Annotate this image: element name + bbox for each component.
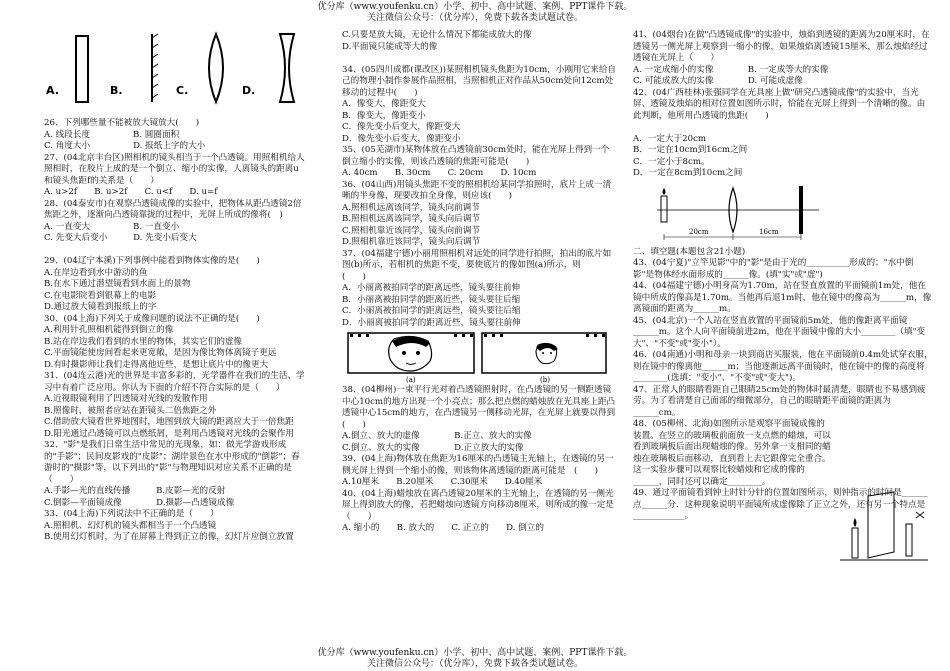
c2-line: B．像变大，像距变小 [342,110,426,121]
c1-line: C.平面镜能使房间看起来更宽敞，是因为像比物体离镜子更远 [44,348,277,358]
c1-line: D.通过放大镜看到报纸上的字 [44,302,157,312]
face-a-label: (a) [406,376,416,383]
c2-line: 36、(04山西)用镜头焦距不变的照相机给某同学拍照时，底片上成一清晰的半身像，现要改拍全身像，则应该( ) [342,179,612,201]
c1-line: B.使用幻灯机时，为了在屏幕上得到正立的像，幻灯片应倒立放置 [44,532,294,542]
c1-line: A.近视眼镜利用了凹透镜对光线的发散作用 [44,394,208,404]
c2-line: 35、(05芜湖市)某物体放在凸透镜前30cm处时，能在光屏上得到一个倒立缩小的实像，则该凸透镜的焦距可能是( ) [342,145,610,167]
c2-line: C．像先变小后变大，像距变大 [342,122,461,132]
c3-line: 42、(04广西桂林)张强同学在光具座上做"研究凸透镜成像"的实验中，当光屏、透镜及烛焰的相对位置如图所示时，恰能在光屏上得到一个清晰的像。由此判断，他所用凸透镜的焦距( ) [633,87,926,121]
footer-line-1: 优分库（www.youfenku.cn）小学、初中、高中试题、案例、PPT课件下载。 [317,648,633,658]
c2-line: D．小丽离被拍同学的距离近些，镜头要往前伸 [342,317,521,328]
c1-line: 28、(04泰安市)在观察凸透镜成像的实验中，把物体从距凸透镜2倍焦距之外，逐渐向凸透镜靠拢的过程中，光屏上所成的像将( ) [44,198,302,220]
c1-line: B.照像时，被照者应站在距镜头二倍焦距之外 [44,405,217,416]
c1-line: A. u>2f B. u>2f C. u<f D. u=f [44,187,218,197]
column-2 [342,30,617,535]
glass-plate [868,492,894,558]
lens-label-b: B. [110,84,123,97]
c1-line: A.在岸边看到水中游动的鱼 [44,267,148,278]
c1-line: 26、下列哪些量不能被放大镜放大( ) [44,118,200,128]
bench-right-distance: 16cm [759,227,779,236]
c1-line [44,245,306,257]
c3-line: A. 一定成缩小的实像 B. 一定成等大的实像 [633,64,829,75]
film-faces-figure [342,331,612,383]
c3-line: 46、(04南通)小明和母亲一块到商店买服装，他在平面镜前0.4m处试穿衣服，则在镜中的像离他______m；当他逐渐远离平面镜时，他在镜中的像的高度将________(选填："变小"、"不变"或"变大")。 [633,350,933,383]
lens-d-concave [280,34,294,102]
optical-bench-figure [653,182,823,244]
c2-line: A.10厘米 B.20厘米 C.30厘米 D.40厘米 [342,477,543,487]
candle-icon [661,196,667,222]
c1-line: A.照相机、幻灯机的镜头都相当于一个凸透镜 [44,520,217,531]
c3-line: 45、(04北京)一个人站在竖直放置的平面镜前5m处，他的像距离平面镜______m。这个人向平面镜前进2m，他在平面镜中像的大小________（填"变大"、"不变"或"变小"）。 [633,315,926,349]
c2-line: D.照相机靠近该同学，镜头向后调节 [342,237,481,247]
c2-line: A. 40cm B. 30cm C. 20cm D. 10cm [342,168,537,178]
c3-line: 44、(04福建宁德)小明身高为1.70m，站在竖直放置的平面镜前1m处，他在镜中所成的像高是1.70m。当他再后退1m时，他在镜中的像高为______m，像离镜面的距离为______m。 [633,281,932,314]
c1-line: 31、(04连云港)光的世界是丰富多彩的，光学器件在我们的生活、学习中有着广泛应用。你认为下面的介绍不符合实际的是（ ） [44,371,305,393]
c3-line [633,122,933,134]
c3-line: 49、通过平面镜看到钟上时针分针的位置如图所示，则钟指示的时间是______点______分．这种现象说明平面镜所成虚像除了正立之外，还有另一个特点是____________。 [633,488,928,521]
c2-line: 38、(04柳州)一束平行光对着凸透镜照射时，在凸透镜的另一侧距透镜中心10cm的地方出现一个小亮点；那么把点燃的蜡烛放在光具座上距凸透镜中心15cm的地方，在凸透镜另一侧移动光屏，在光屏上就要以得到( ) [342,385,616,430]
c1-line: D.阳光通过凸透镜可以点燃纸屑，是利用凸透镜对光线的会聚作用 [44,428,294,439]
c1-line: A.手影—光的直线传播 B.皮影—光的反射 [44,486,226,496]
lens-c-convex [209,34,223,102]
c1-line: B.站在岸边我们看到的水里的物体，其实它们的虚像 [44,336,243,347]
mirror-candle-figure [838,488,930,568]
c2-line: A．像变大，像距变大 [342,99,426,109]
bench-left-distance: 20cm [689,227,709,236]
header-line-1: 优分库（www.youfenku.cn）小学、初中、高中试题、案例、PPT课件下载。 [317,2,633,12]
c1-line: C. 先变大后变小 D. 先变小后变大 [44,233,197,243]
c1-line: B.在水下通过潜望镜看到水面上的景物 [44,279,191,289]
c2-line: A．小丽离被拍同学的距离远些，镜头要往前伸 [342,283,521,293]
c1-line: 29、(04辽宁本溪)下列事例中能看到物体实像的是( ) [44,256,260,266]
c3-line: 41、(04烟台)在做"凸透镜成像"的实验中，烛焰到透镜的距离为20厘米时，在透镜另一侧光屏上观察到一缩小的像，如果烛焰离透镜15厘米，那么烛焰经过透镜在光屏上（ ） [633,30,930,63]
c2-line: 39、(04上海)物体放在焦距为16厘米的凸透镜主光轴上，在透镜的另一侧光屏上得到一个缩小的像，则该物体离透镜的距离可能是 ( ) [342,454,614,476]
c2-line: A. 缩小的 B. 放大的 C. 正立的 D. 倒立的 [342,523,544,533]
c3-line: 43、(04宁夏)"立竿见影"中的"影"是由于光的__________形成的；"水中倒影"是物体经水面形成的______像。(填"实"或"虚") [633,258,914,280]
lens-figure [44,28,304,108]
back-candle-icon [906,524,912,556]
face-b-portrait [536,343,558,363]
c2-line: D.平面镜只能成等大的像 [342,41,438,52]
c1-line: C.在电影院看到银幕上的电影 [44,290,157,301]
lens-label-a: A. [46,84,59,97]
c3-line: A．一定大于20cm [633,133,707,144]
face-a-portrait [389,336,432,371]
c3-line: C．一定小于8cm。 [633,156,710,167]
header-line-2: 关注微信公众号：（优分库），免费下载各类试题试卷。 [366,13,583,23]
c2-line: 34、(05四川成都(课改区))某照相机镜头焦距为10cm，小刚用它来给自己的物理小制作参展作品照相，当照相机正对作品从50cm处向12cm处移动的过程中( ) [342,64,617,98]
footer-line-2: 关注微信公众号：（优分库），免费下载各类试题试卷。 [366,659,583,669]
bench-screen [799,186,803,234]
lens-a-shape [76,36,88,102]
c1-line: 30、(04上海)下列关于成像问题的说法不正确的是( ) [44,313,260,324]
c1-line: C.倒影—平面镜成像 D.摄影—凸透镜成像 [44,497,235,508]
c1-line: C. 角度大小 D. 报纸上字的大小 [44,141,206,151]
c2-line: 37、(04福建宁德)小丽用照相机对远处的同学进行拍照，拍出的底片如图(b)所示，若相机的焦距不变，要使底片的像如图(a)所示，则 ( ) [342,248,612,282]
c2-line: C．小丽离被拍同学的距离远些，镜头要往后缩 [342,306,521,316]
c2-line: A.倒立、放大的虚像 B.正立、放大的实像 [342,431,532,441]
c1-line: 33、(04上海)下列说法中不正确的是（ ） [44,509,219,519]
c2-line [342,53,617,65]
c2-line: C.只要是放大镜，无论什么情况下都能成放大的像 [342,30,532,40]
lens-label-d: D. [242,84,256,97]
c1-line: C.借助放大镜看世界地图时，地图到放大镜的距离应大于一倍焦距 [44,417,294,427]
c1-line: 27、(04北京丰台区)照相机的镜头相当于一个凸透镜。用照相机给人照相时，在胶片上成的是一个倒立、缩小的实像，人离镜头的距离u和镜头焦距f的关系是（ ） [44,152,305,186]
c3-line: 47、正常人的眼睛看距自己眼睛25cm处的物体时最清楚，眼睛也不易感到疲劳。为了看清楚自己面部的细微部分，自己的眼睛距平面镜的距离为______cm。 [633,384,926,418]
column-1 [44,118,306,544]
column-3 [633,30,933,523]
c1-line: A.利用针孔照相机能得到倒立的像 [44,325,174,335]
front-candle-icon [852,528,858,558]
c3-line: D．一定在8cm到10cm之间 [633,168,743,178]
c3-line: 48、(05柳州、北海)如图所示是观察平面镜成像的装置。在竖立的玻璃板前面放一支点燃的蜡烛，可以看到玻璃板后面出现蜡烛的像。另外拿一支相同的蜡烛在玻璃板后面移动，直到看上去它跟像完全重合。这一实验步骤可以观察比较蜡烛和它成的像的______，同时还可以确定________。 [633,419,831,487]
c1-line: A. 一直变大 B. 一直变小 [44,221,180,232]
c3-line: C. 可能成放大的实像 D. 可能成虚像 [633,76,803,86]
c1-line: A. 线段长度 B. 圆圈面积 [44,129,180,140]
c2-line: B.照相机远离该同学，镜头向后调节 [342,214,480,224]
c2-line: B．小丽离被拍同学的距离近些，镜头要往后缩 [342,294,521,305]
c1-line: D.有时摄影师让我们走得离他近些，是想让底片中的像更大 [44,359,269,370]
c2-line: A.照相机远离该同学，镜头向前调节 [342,202,480,213]
c2-line: C.照相机靠近该同学，镜头向前调节 [342,225,480,236]
page-footer [0,648,950,670]
c2-line: 40、(04上海)蜡烛放在离凸透镜20厘米的主光轴上，在透镜的另一侧光屏上得到放大的像，若把蜡烛向透镜方向移动8厘米，则所成的像一定是（ ） [342,488,614,522]
lens-label-c: C. [176,84,189,97]
fill-in-section-title: 二、填空题(本题包含21小题) [633,246,746,257]
page-header [0,2,950,24]
c3-line: B．一定在10cm到16cm之间 [633,145,748,155]
face-b-label: (b) [540,376,550,383]
c2-line: C.倒立、放大的实像 D.正立放大的实像 [342,442,524,453]
c1-line: 32、"影"是我们日常生活中常见的光现象，如：做光学游戏形成的"手影"；民间皮影戏的"皮影"；湖岸景色在水中形成的"倒影"；春游时的"摄影"等，以下列出的"影"与物理知识对应关系不正确的是（ ） [44,440,300,485]
c2-line: D．像先变小后变大，像距变小 [342,133,461,144]
